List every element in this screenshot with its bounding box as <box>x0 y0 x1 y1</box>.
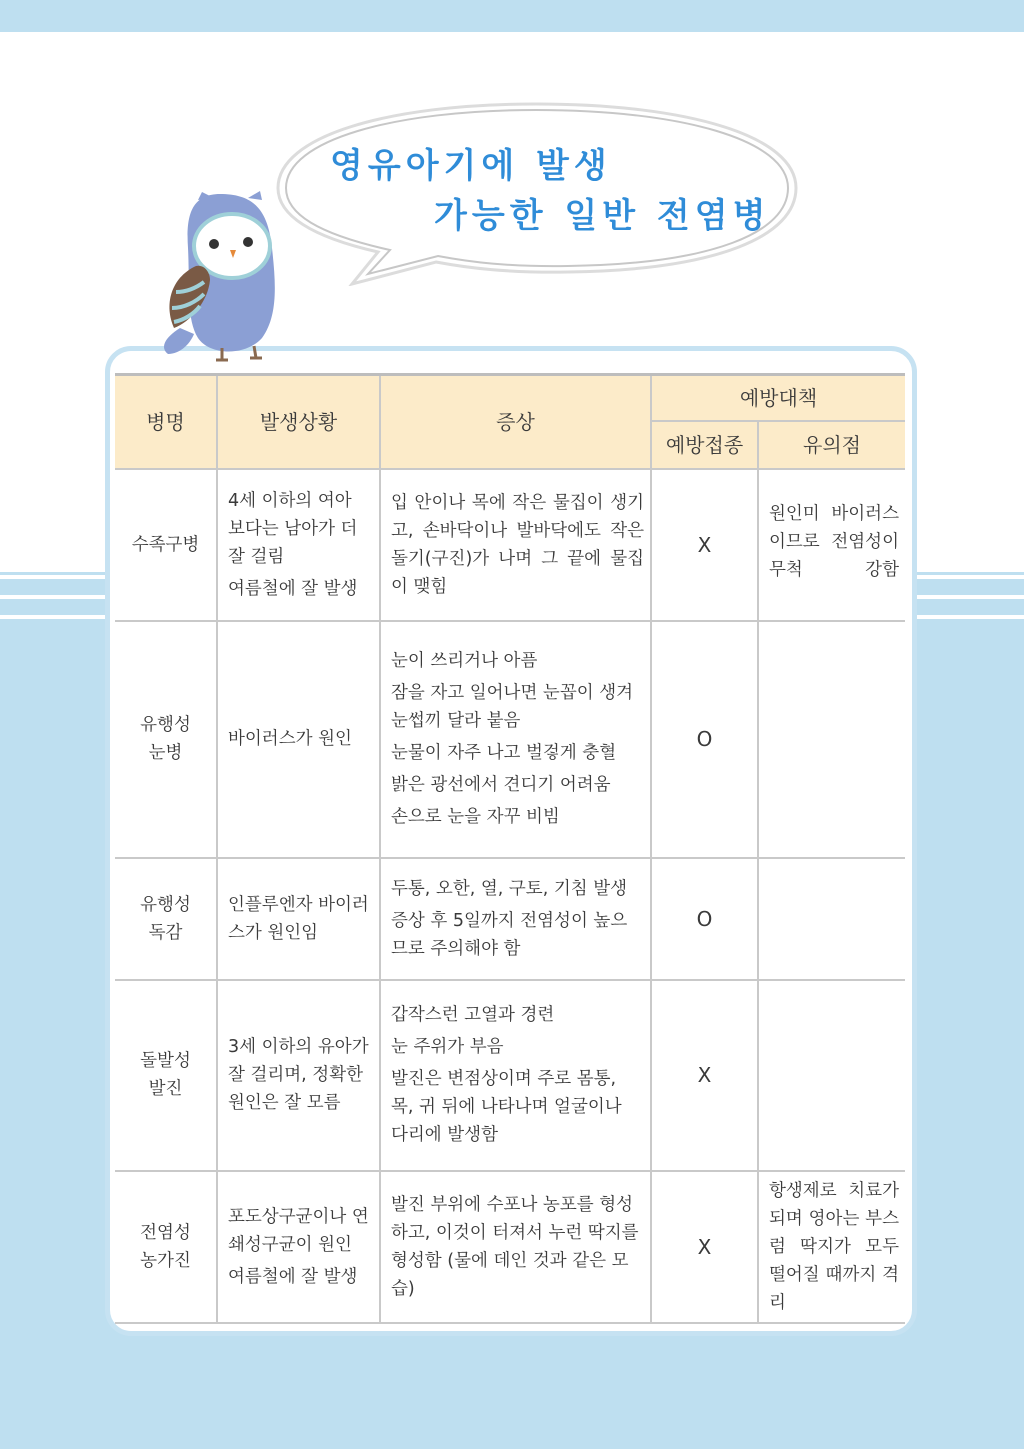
header-prevention: 예방대책 <box>651 375 905 421</box>
page-title-line2: 가능한 일반 전염병 <box>434 196 771 236</box>
header-notes: 유의점 <box>758 421 905 469</box>
disease-name: 유행성 눈병 <box>115 621 217 858</box>
situation-cell: 4세 이하의 여아 보다는 남아가 더 잘 걸림 여름철에 잘 발생 <box>217 469 380 621</box>
header-situation: 발생상황 <box>217 375 380 469</box>
disease-name: 돌발성 발진 <box>115 980 217 1171</box>
situation-cell: 인플루엔자 바이러스가 원인임 <box>217 858 380 980</box>
notes-cell <box>758 621 905 858</box>
symptoms-cell: 발진 부위에 수포나 농포를 형성하고, 이것이 터져서 누런 딱지를 형성함 (물에 데인 것과 같은 모습) <box>380 1171 651 1323</box>
disease-name: 유행성 독감 <box>115 858 217 980</box>
table-row <box>115 1171 905 1323</box>
vaccination-cell: X <box>651 469 758 621</box>
vaccination-cell: X <box>651 980 758 1171</box>
symptoms-cell: 입 안이나 목에 작은 물집이 생기고, 손바닥이나 발바닥에도 작은 돌기(구진)가 나며 그 끝에 물집이 맺힘 <box>380 469 651 621</box>
notes-cell: 원인미 바이러스이므로 전염성이 무척 강함 <box>758 469 905 621</box>
owl-icon <box>150 188 300 366</box>
top-band <box>0 0 1024 32</box>
table-row <box>115 858 905 980</box>
notes-cell <box>758 980 905 1171</box>
symptoms-cell: 갑작스런 고열과 경련 눈 주위가 부음 발진은 변점상이며 주로 몸통, 목, 귀 뒤에 나타나며 얼굴이나 다리에 발생함 <box>380 980 651 1171</box>
notes-cell: 항생제로 치료가 되며 영아는 부스럼 딱지가 모두 떨어질 때까지 격리 <box>758 1171 905 1323</box>
disease-name: 전염성 농가진 <box>115 1171 217 1323</box>
symptoms-cell: 두통, 오한, 열, 구토, 기침 발생 증상 후 5일까지 전염성이 높으므로 주의해야 함 <box>380 858 651 980</box>
situation-cell: 포도상구균이나 연쇄성구균이 원인 여름철에 잘 발생 <box>217 1171 380 1323</box>
notes-cell <box>758 858 905 980</box>
table-row <box>115 621 905 858</box>
table-row <box>115 980 905 1171</box>
vaccination-cell: X <box>651 1171 758 1323</box>
header-symptoms: 증상 <box>380 375 651 469</box>
header-disease: 병명 <box>115 375 217 469</box>
situation-cell: 3세 이하의 유아가 잘 걸리며, 정확한 원인은 잘 모름 <box>217 980 380 1171</box>
disease-table <box>115 373 905 1324</box>
page-title-line1: 영유아기에 발생 <box>330 146 612 186</box>
symptoms-cell: 눈이 쓰리거나 아픔 잠을 자고 일어나면 눈꼽이 생겨 눈썹끼 달라 붙음 눈물이 자주 나고 벌겋게 충혈 밝은 광선에서 견디기 어려움 손으로 눈을 자꾸 비빔 <box>380 621 651 858</box>
situation-cell: 바이러스가 원인 <box>217 621 380 858</box>
header-vaccination: 예방접종 <box>651 421 758 469</box>
vaccination-cell: O <box>651 858 758 980</box>
disease-name: 수족구병 <box>115 469 217 621</box>
vaccination-cell: O <box>651 621 758 858</box>
table-row <box>115 469 905 621</box>
